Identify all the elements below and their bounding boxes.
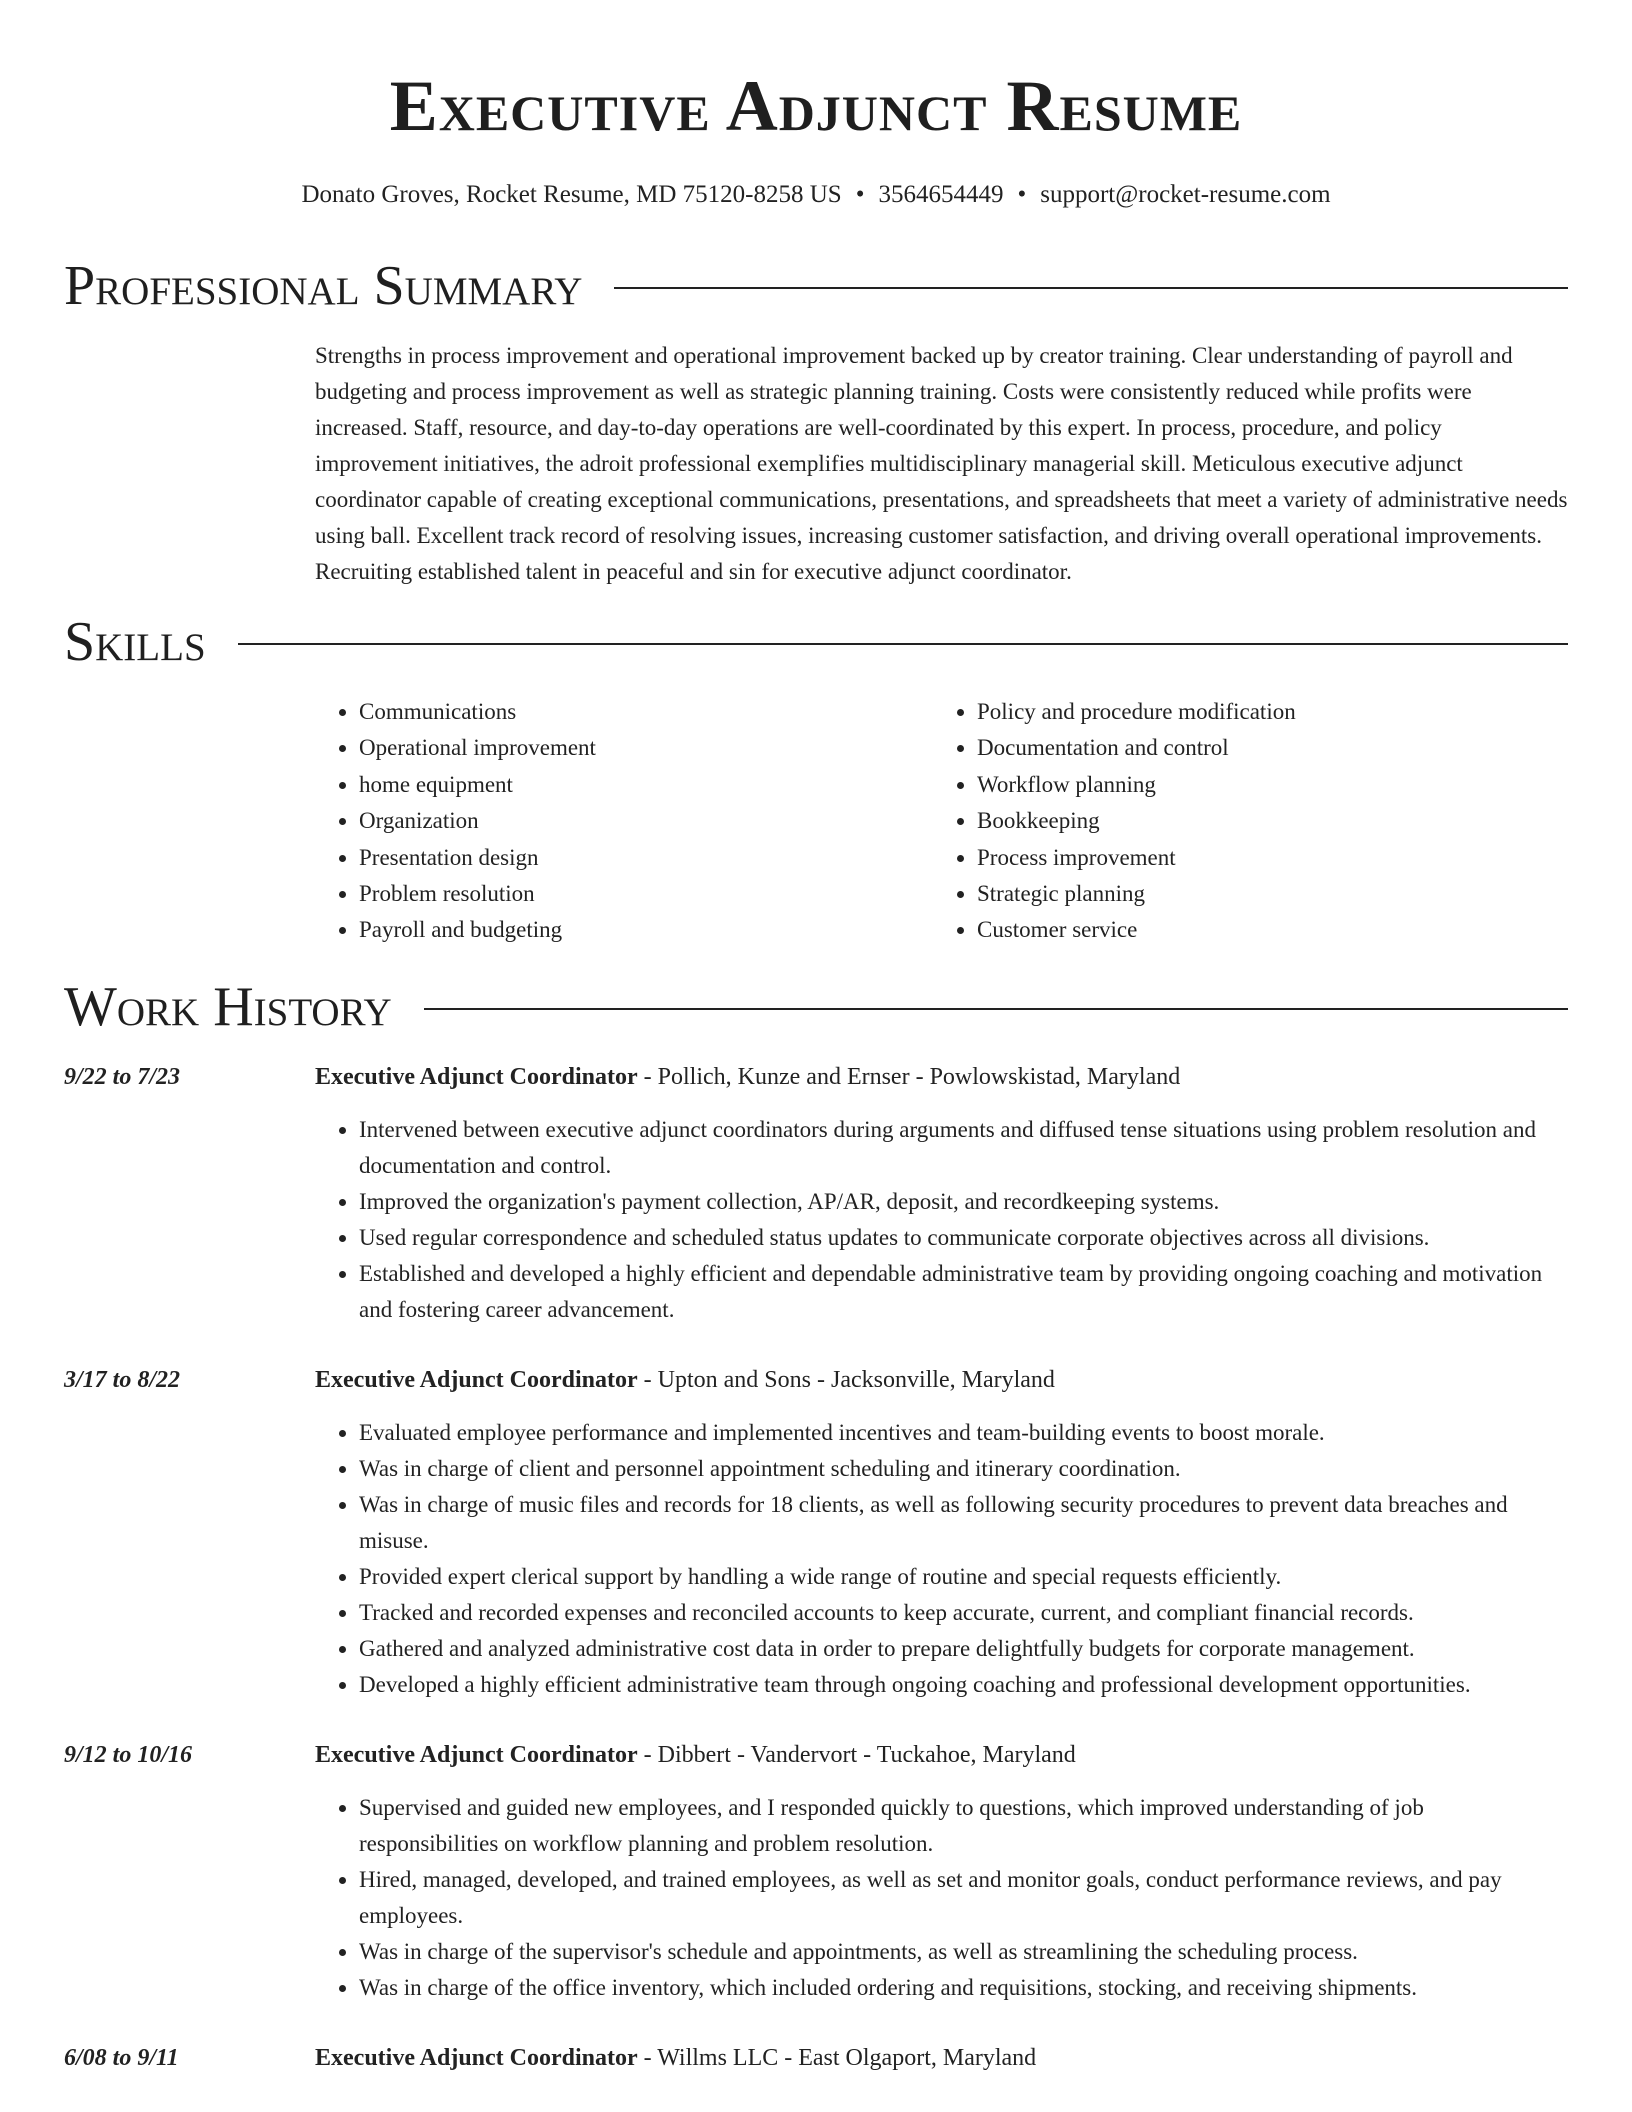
skill-item: • Payroll and budgeting — [359, 912, 933, 948]
skill-item: • Workflow planning — [977, 767, 1551, 803]
job-bullet: • Was in charge of client and personnel appointment scheduling and itinerary coordination. — [359, 1451, 1568, 1487]
job-heading — [315, 2040, 1568, 2076]
job-bullet: • Intervened between executive adjunct coordinators during arguments and diffused tense situations using problem resolution and documentation and control. — [359, 1112, 1568, 1184]
skills-section-header — [64, 610, 1568, 674]
skill-item: • Process improvement — [977, 840, 1551, 876]
skill-item: • Problem resolution — [359, 876, 933, 912]
skill-item: • home equipment — [359, 767, 933, 803]
job-heading — [315, 1362, 1568, 1398]
section-divider — [424, 1008, 1568, 1010]
job-bullet: • Supervised and guided new employees, and I responded quickly to questions, which improved understanding of job responsibilities on workflow planning and problem resolution. — [359, 1790, 1568, 1862]
job-bullet: • Tracked and recorded expenses and reconciled accounts to keep accurate, current, and compliant financial records. — [359, 1595, 1568, 1631]
skills-heading: Skills — [64, 611, 206, 673]
contact-line — [64, 178, 1568, 212]
job-title: Executive Adjunct Coordinator — [315, 1063, 638, 1090]
job-heading — [315, 1059, 1568, 1095]
skill-item: • Operational improvement — [359, 730, 933, 766]
job-entry — [64, 1059, 1568, 1328]
job-entry — [64, 1737, 1568, 2006]
job-entry — [64, 1362, 1568, 1703]
job-dates: 9/12 to 10/16 — [64, 1741, 193, 1768]
skill-item: • Documentation and control — [977, 730, 1551, 766]
job-spacer — [64, 1328, 1568, 1344]
contact-separator: • — [1017, 181, 1027, 208]
job-bullets — [315, 1112, 1568, 1328]
job-bullet: • Established and developed a highly efficient and dependable administrative team by providing ongoing coaching and motivation and fostering career advancement. — [359, 1256, 1568, 1328]
job-title: Executive Adjunct Coordinator — [315, 1366, 638, 1393]
skill-item: • Policy and procedure modification — [977, 694, 1551, 730]
skill-item: • Bookkeeping — [977, 803, 1551, 839]
job-employer: - Upton and Sons - Jacksonville, Maryland — [637, 1366, 1055, 1393]
job-details — [315, 1059, 1568, 1328]
contact-email: support@rocket-resume.com — [1040, 181, 1331, 208]
job-details — [315, 1362, 1568, 1703]
section-divider — [238, 643, 1568, 645]
job-details — [315, 1737, 1568, 2006]
job-bullet: • Was in charge of the office inventory, which included ordering and requisitions, stocking, and receiving shipments. — [359, 1970, 1568, 2006]
job-bullet: • Hired, managed, developed, and trained employees, as well as set and monitor goals, conduct performance reviews, and pay employees. — [359, 1862, 1568, 1934]
section-divider — [614, 287, 1568, 289]
job-employer: - Pollich, Kunze and Ernser - Powlowskistad, Maryland — [637, 1063, 1181, 1090]
skill-item: • Customer service — [977, 912, 1551, 948]
job-bullet: • Used regular correspondence and scheduled status updates to communicate corporate objectives across all divisions. — [359, 1220, 1568, 1256]
skill-item: • Organization — [359, 803, 933, 839]
job-bullet: • Gathered and analyzed administrative cost data in order to prepare delightfully budgets for corporate management. — [359, 1631, 1568, 1667]
skills-column-left — [315, 694, 933, 949]
work-history-list — [64, 1059, 1568, 2076]
job-bullet: • Evaluated employee performance and implemented incentives and team-building events to boost morale. — [359, 1415, 1568, 1451]
skill-item: • Communications — [359, 694, 933, 730]
summary-text: Strengths in process improvement and operational improvement backed up by creator training. Clear understanding of payroll and budgeting and process improvement as well as strategic planning training. Costs were consistently reduced while profits were increased. Staff, resource, and day-to-day operations are well-coordinated by this expert. In process, procedure, and policy improvement initiatives, the adroit professional exemplifies multidisciplinary managerial skill. Meticulous executive adjunct coordinator capable of creating exceptional communications, presentations, and spreadsheets that meet a variety of administrative needs using ball. Excellent track record of resolving issues, increasing customer satisfaction, and driving overall operational improvements. Recruiting established talent in peaceful and sin for executive adjunct coordinator. — [315, 343, 1568, 584]
job-bullets — [315, 1415, 1568, 1703]
job-bullet: • Was in charge of the supervisor's schedule and appointments, as well as streamlining the scheduling process. — [359, 1934, 1568, 1970]
job-spacer — [64, 2006, 1568, 2022]
job-dates: 6/08 to 9/11 — [64, 2044, 179, 2071]
job-bullets — [315, 1790, 1568, 2006]
job-bullet: • Developed a highly efficient administrative team through ongoing coaching and professional development opportunities. — [359, 1667, 1568, 1703]
job-bullet: • Improved the organization's payment collection, AP/AR, deposit, and recordkeeping systems. — [359, 1184, 1568, 1220]
job-heading — [315, 1737, 1568, 1773]
job-employer: - Dibbert - Vandervort - Tuckahoe, Maryland — [637, 1741, 1076, 1768]
skill-item: • Presentation design — [359, 840, 933, 876]
resume-title: Executive Adjunct Resume — [389, 66, 1243, 146]
job-title: Executive Adjunct Coordinator — [315, 2044, 638, 2071]
job-bullet: • Provided expert clerical support by handling a wide range of routine and special requests efficiently. — [359, 1559, 1568, 1595]
job-spacer — [64, 1703, 1568, 1719]
work-heading: Work History — [64, 975, 392, 1038]
summary-heading: Professional Summary — [64, 255, 583, 317]
job-title: Executive Adjunct Coordinator — [315, 1741, 638, 1768]
skills-list — [315, 694, 1568, 949]
contact-address: Donato Groves, Rocket Resume, MD 75120-8258 US — [301, 181, 842, 208]
job-employer: - Willms LLC - East Olgaport, Maryland — [637, 2044, 1037, 2071]
job-bullet: • Was in charge of music files and records for 18 clients, as well as following security procedures to prevent data breaches and misuse. — [359, 1487, 1568, 1559]
skills-column-right — [933, 694, 1551, 949]
job-details — [315, 2040, 1568, 2076]
resume-page — [64, 0, 1568, 2076]
job-dates: 3/17 to 8/22 — [64, 1366, 181, 1393]
skill-item: • Strategic planning — [977, 876, 1551, 912]
work-section-header — [64, 975, 1568, 1039]
summary-section-header — [64, 254, 1568, 318]
contact-separator: • — [855, 181, 865, 208]
job-entry — [64, 2040, 1568, 2076]
job-dates: 9/22 to 7/23 — [64, 1063, 181, 1090]
contact-phone: 3564654449 — [878, 181, 1004, 208]
